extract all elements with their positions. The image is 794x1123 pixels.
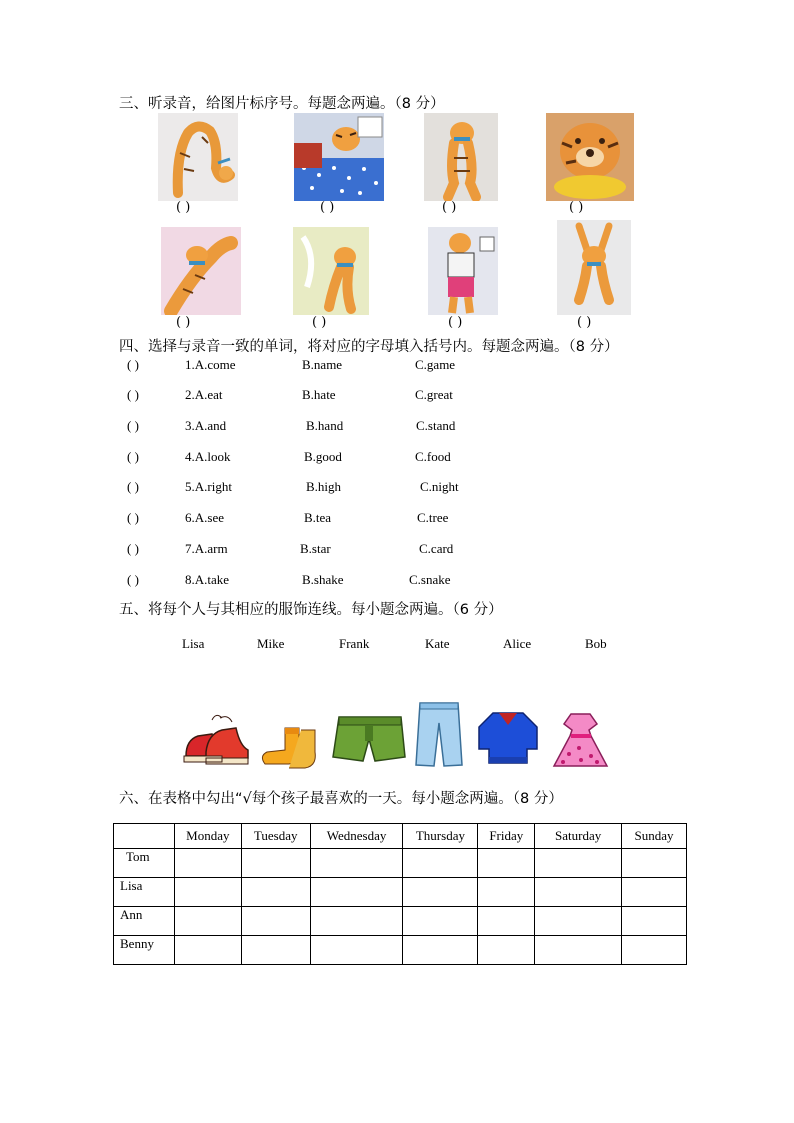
check-cell[interactable] xyxy=(622,878,687,907)
option-a: 3.A.and xyxy=(185,418,227,433)
option-a: 6.A.see xyxy=(185,510,224,525)
child-name: Lisa xyxy=(114,878,175,907)
person-name: Frank xyxy=(339,636,370,651)
check-cell[interactable] xyxy=(403,936,478,965)
day-header: Monday xyxy=(174,824,241,849)
option-b: B.hand xyxy=(306,418,344,433)
answer-paren-5[interactable]: ( ) xyxy=(176,315,191,330)
option-b: B.tea xyxy=(304,510,332,525)
check-cell[interactable] xyxy=(174,878,241,907)
tiger-dressed-icon xyxy=(428,227,498,315)
orange-socks-icon xyxy=(259,726,321,770)
section-3-heading: 三、听录音，给图片标序号。每题念两遍。（8 分） xyxy=(119,96,445,112)
person-name: Alice xyxy=(503,636,532,651)
check-cell[interactable] xyxy=(403,849,478,878)
option-a: 4.A.look xyxy=(185,449,231,464)
check-cell[interactable] xyxy=(622,849,687,878)
red-sneakers-icon xyxy=(182,712,250,770)
option-c: C.card xyxy=(419,541,454,556)
option-c: C.snake xyxy=(409,572,451,587)
answer-paren[interactable]: ( ) xyxy=(127,479,139,494)
check-cell[interactable] xyxy=(403,878,478,907)
option-a: 1.A.come xyxy=(185,357,236,372)
blue-jeans-icon xyxy=(414,701,464,768)
option-b: B.hate xyxy=(302,387,336,402)
question-row xyxy=(127,572,527,590)
answer-paren[interactable]: ( ) xyxy=(127,541,139,556)
section-6-heading: 六、在表格中勾出“√每个孩子最喜欢的一天。每小题念两遍。（8 分） xyxy=(119,791,563,807)
question-row xyxy=(127,510,527,528)
question-row xyxy=(127,357,527,375)
option-b: B.shake xyxy=(302,572,344,587)
check-cell[interactable] xyxy=(535,878,622,907)
check-cell[interactable] xyxy=(535,936,622,965)
day-header: Saturday xyxy=(535,824,622,849)
check-cell[interactable] xyxy=(241,936,310,965)
answer-paren-6[interactable]: ( ) xyxy=(312,315,327,330)
day-header: Sunday xyxy=(622,824,687,849)
person-name: Kate xyxy=(425,636,450,651)
answer-paren-7[interactable]: ( ) xyxy=(448,315,463,330)
favorite-day-table xyxy=(113,823,687,965)
option-c: C.game xyxy=(415,357,456,372)
answer-paren-1[interactable]: ( ) xyxy=(176,200,191,215)
tiger-jumping-icon xyxy=(557,220,631,315)
check-cell[interactable] xyxy=(478,849,535,878)
answer-paren[interactable]: ( ) xyxy=(127,418,139,433)
check-cell[interactable] xyxy=(403,907,478,936)
check-cell[interactable] xyxy=(174,936,241,965)
answer-paren[interactable]: ( ) xyxy=(127,387,139,402)
check-cell[interactable] xyxy=(535,907,622,936)
option-c: C.night xyxy=(420,479,459,494)
check-cell[interactable] xyxy=(241,878,310,907)
check-cell[interactable] xyxy=(622,936,687,965)
answer-paren[interactable]: ( ) xyxy=(127,572,139,587)
option-c: C.food xyxy=(415,449,451,464)
child-name: Benny xyxy=(114,936,175,965)
check-cell[interactable] xyxy=(478,936,535,965)
answer-paren-3[interactable]: ( ) xyxy=(442,200,457,215)
option-c: C.tree xyxy=(417,510,449,525)
child-name: Ann xyxy=(114,907,175,936)
check-cell[interactable] xyxy=(478,907,535,936)
pink-dress-icon xyxy=(551,710,610,772)
check-cell[interactable] xyxy=(310,907,403,936)
day-header: Wednesday xyxy=(310,824,403,849)
green-shorts-icon xyxy=(331,713,407,765)
check-cell[interactable] xyxy=(241,907,310,936)
blue-sweater-icon xyxy=(475,709,541,767)
option-b: B.star xyxy=(300,541,331,556)
answer-paren[interactable]: ( ) xyxy=(127,357,139,372)
question-row xyxy=(127,449,527,467)
section-5-heading: 五、将每个人与其相应的服饰连线。每小题念两遍。（6 分） xyxy=(119,602,503,618)
day-header: Tuesday xyxy=(241,824,310,849)
question-row xyxy=(127,479,527,497)
option-c: C.stand xyxy=(416,418,456,433)
check-cell[interactable] xyxy=(535,849,622,878)
check-cell[interactable] xyxy=(310,878,403,907)
answer-paren-8[interactable]: ( ) xyxy=(577,315,592,330)
check-cell[interactable] xyxy=(310,849,403,878)
child-name: Tom xyxy=(114,849,175,878)
answer-paren[interactable]: ( ) xyxy=(127,449,139,464)
answer-paren-2[interactable]: ( ) xyxy=(320,200,335,215)
day-header: Thursday xyxy=(403,824,478,849)
tiger-standing-icon xyxy=(424,113,498,201)
check-cell[interactable] xyxy=(241,849,310,878)
option-c: C.great xyxy=(415,387,453,402)
option-a: 5.A.right xyxy=(185,479,232,494)
tiger-in-bed-icon xyxy=(294,113,384,201)
question-row xyxy=(127,387,527,405)
section-4-heading: 四、选择与录音一致的单词，将对应的字母填入括号内。每题念两遍。（8 分） xyxy=(119,339,619,355)
option-b: B.good xyxy=(304,449,342,464)
person-name: Bob xyxy=(585,636,607,651)
tiger-leaning-icon xyxy=(161,227,241,315)
tiger-turning-icon xyxy=(293,227,369,315)
day-header: Friday xyxy=(478,824,535,849)
question-row xyxy=(127,541,527,559)
check-cell[interactable] xyxy=(310,936,403,965)
person-name: Mike xyxy=(257,636,285,651)
answer-paren-4[interactable]: ( ) xyxy=(569,200,584,215)
corner-cell xyxy=(114,824,175,849)
option-a: 8.A.take xyxy=(185,572,230,587)
option-b: B.name xyxy=(302,357,343,372)
option-a: 7.A.arm xyxy=(185,541,228,556)
answer-paren[interactable]: ( ) xyxy=(127,510,139,525)
option-b: B.high xyxy=(306,479,342,494)
tiger-bending-icon xyxy=(158,113,238,201)
option-a: 2.A.eat xyxy=(185,387,223,402)
check-cell[interactable] xyxy=(478,878,535,907)
check-cell[interactable] xyxy=(174,849,241,878)
check-cell[interactable] xyxy=(174,907,241,936)
check-cell[interactable] xyxy=(622,907,687,936)
person-name: Lisa xyxy=(182,636,205,651)
question-row xyxy=(127,418,527,436)
tiger-eating-icon xyxy=(546,113,634,201)
